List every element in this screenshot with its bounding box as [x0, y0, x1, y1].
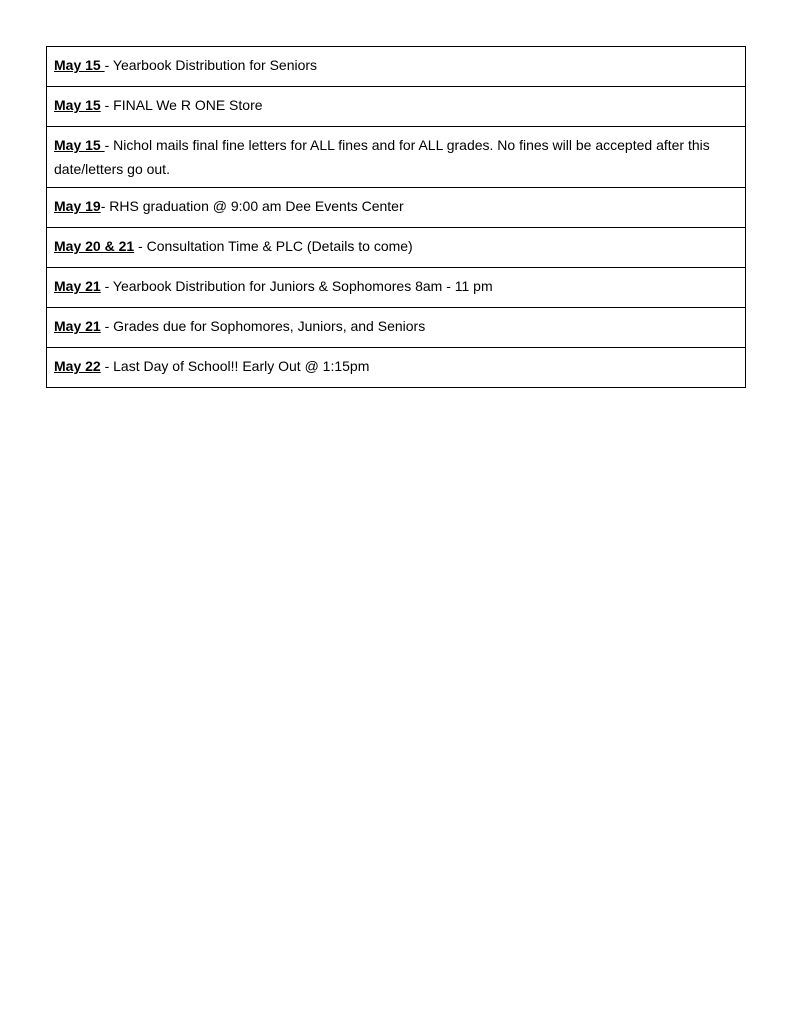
event-description: - FINAL We R ONE Store — [100, 97, 263, 113]
event-cell — [47, 87, 746, 127]
event-date: May 20 & 21 — [54, 238, 135, 254]
event-cell — [47, 348, 746, 388]
event-row — [47, 348, 746, 388]
event-date: May 19 — [54, 198, 101, 214]
event-cell — [47, 127, 746, 188]
event-cell — [47, 308, 746, 348]
event-description: - Consultation Time & PLC (Details to come) — [134, 238, 413, 254]
event-cell — [47, 228, 746, 268]
event-cell — [47, 47, 746, 87]
event-row — [47, 188, 746, 228]
event-date: May 21 — [54, 318, 101, 334]
event-description: - Yearbook Distribution for Juniors & Sophomores 8am - 11 pm — [100, 278, 493, 294]
event-description: - Nichol mails final fine letters for ALL fines and for ALL grades. No fines will be accepted after this date/letters go out. — [54, 137, 710, 177]
event-description: - RHS graduation @ 9:00 am Dee Events Center — [100, 198, 404, 214]
event-row — [47, 268, 746, 308]
event-description: - Yearbook Distribution for Seniors — [104, 57, 318, 73]
event-schedule-table — [46, 46, 746, 388]
event-row — [47, 47, 746, 87]
event-date: May 15 — [54, 137, 105, 153]
event-cell — [47, 268, 746, 308]
event-row — [47, 127, 746, 188]
event-date: May 21 — [54, 278, 101, 294]
event-row — [47, 308, 746, 348]
event-cell — [47, 188, 746, 228]
event-date: May 15 — [54, 97, 101, 113]
event-description: - Grades due for Sophomores, Juniors, and Seniors — [100, 318, 426, 334]
event-row — [47, 228, 746, 268]
event-date: May 22 — [54, 358, 101, 374]
event-description: - Last Day of School!! Early Out @ 1:15pm — [100, 358, 370, 374]
event-row — [47, 87, 746, 127]
event-date: May 15 — [54, 57, 105, 73]
